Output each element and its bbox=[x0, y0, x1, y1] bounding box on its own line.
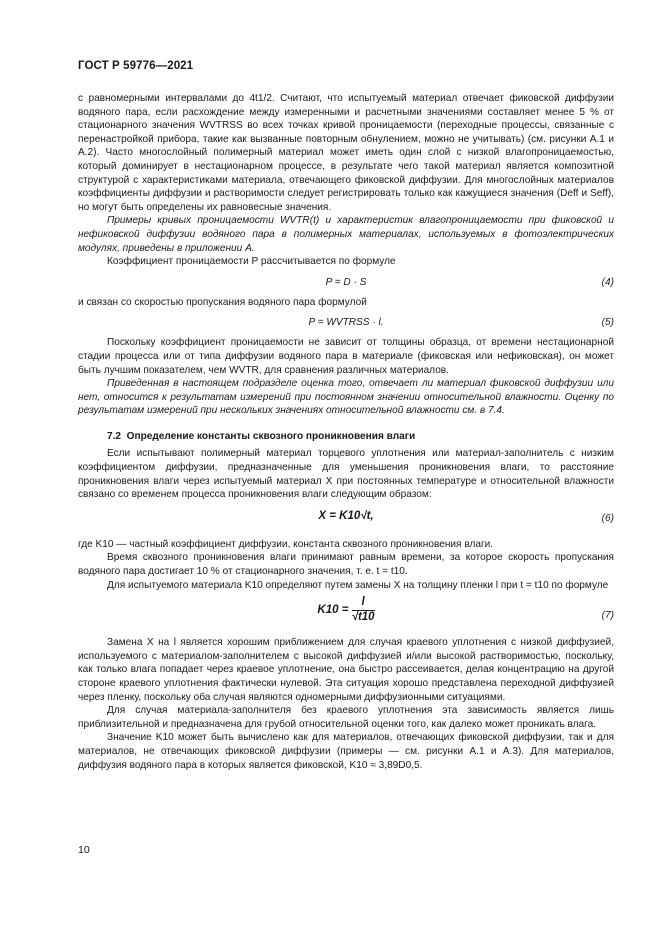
paragraph: Поскольку коэффициент проницаемости не зависит от толщины образца, от времени нестационарной стадии процесса или от типа диффузии водяного пара в материале (фиковская или нефиковская), он может быть лучшим показателем, чем WVTR, для сравнения различных материалов. bbox=[78, 337, 614, 376]
formula-fraction bbox=[352, 596, 375, 624]
formula-lhs: K10 = bbox=[317, 604, 349, 617]
formula-number: (7) bbox=[601, 610, 614, 622]
formula-expression bbox=[78, 596, 614, 624]
paragraph: Коэффициент проницаемости P рассчитывается по формуле bbox=[107, 256, 396, 268]
note-paragraph: Примеры кривых проницаемости WVTR(t) и характеристик влагопроницаемости при фиковской и нефиковской диффузии водяного пара в полимерных материалах, используемых в фотоэлектрических модулях, приведены в приложении А. bbox=[78, 215, 614, 254]
paragraph: Если испытывают полимерный материал торцевого уплотнения или материал-заполнитель с низким коэффициентом диффузии, предназначенные для уменьшения проникновения влаги, то расстояние проникновения влаги через испытуемый материал X при постоянных температуре и относительной влажности связано со временем процесса проникновения влаги следующим образом: bbox=[78, 448, 614, 501]
formula-number: (4) bbox=[601, 276, 614, 288]
formula-4 bbox=[78, 269, 614, 296]
formula-expression: X = K10√t, bbox=[318, 509, 374, 522]
paragraph: Для испытуемого материала K10 определяют путем замены X на толщину пленки l при t = t10 по формуле bbox=[107, 579, 609, 591]
paragraph: Время сквозного проникновения влаги принимают равным времени, за которое скорость пропускания водяного пара достигает 10 % от стационарного значения, т. е. t = t10. bbox=[78, 552, 614, 578]
section-heading bbox=[78, 430, 614, 444]
page-body bbox=[78, 92, 614, 772]
paragraph: и связан со скоростью пропускания водяного пара формулой bbox=[78, 296, 367, 308]
document-header: ГОСТ Р 59776—2021 bbox=[78, 60, 194, 72]
paragraph: Замена X на l является хорошим приближением для случая краевого уплотнения с низкой диффузией, используемого с материалом-заполнителем с высокой диффузией и/или высокой растворимостью, поскольку, как только влага попадает через краевое уплотнение, она быстро рассеивается, делая концентрацию на другой стороне краевого уплотнения фактически нулевой. Эта ситуация хорошо представлена переходной диффузией через пленку, поскольку оба случая являются одномерными диффузионными ситуациями. bbox=[78, 637, 614, 703]
page-number: 10 bbox=[78, 844, 90, 856]
formula-number: (6) bbox=[601, 512, 614, 524]
paragraph: Значение K10 может быть вычислено как для материалов, отвечающих фиковской диффузии, так и для материалов, не отвечающих фиковской диффузии (примеры — см. рисунки А.1 и А.3). Для материалов, диффузия водяного пара в которых является фиковской, K10 ≈ 3,89D0,5. bbox=[78, 732, 614, 771]
fraction-numerator: l bbox=[352, 596, 375, 611]
section-title: Определение константы сквозного проникновения влаги bbox=[126, 430, 416, 442]
paragraph: Для случая материала-заполнителя без краевого уплотнения эта зависимость является лишь приблизительной и предназначена для грубой относительной оценки того, как далеко может проникать влага. bbox=[78, 705, 614, 730]
paragraph: где K10 — частный коэффициент диффузии, константа сквозного проникновения влаги. bbox=[78, 538, 494, 550]
paragraph: с равномерными интервалами до 4t1/2. Считают, что испытуемый материал отвечает фиковской диффузии водяного пара, если расхождение между измеренными и расчетными значениями составляет менее 5 % от стационарного значения WVTRSS во всех точках кривой проницаемости (переходные процессы, связанные с перенастройкой прибора, такие как вызванные повторным обнулением, можно не учитывать) (см. рисунки А.1 и А.2). Часто многослойный полимерный материал может иметь один слой с низкой влагопроницаемостью, который доминирует в нестационарном процессе, в результате чего такой материал является композитной структурой с характеристиками материала, отвечающего фиковской диффузии. Для многослойных материалов коэффициенты диффузии и растворимости следует регистрировать только как кажущиеся значения (Deff и Seff), но могут быть определены их равновесные значения. bbox=[78, 93, 614, 213]
formula-5 bbox=[78, 309, 614, 336]
formula-expression: P = D · S bbox=[325, 276, 367, 288]
formula-7 bbox=[78, 592, 614, 636]
formula-6 bbox=[78, 502, 614, 538]
formula-expression: P = WVTRSS · l. bbox=[308, 317, 384, 329]
note-paragraph: Приведенная в настоящем подразделе оценка того, отвечает ли материал фиковской диффузии или нет, относится к результатам измерений при постоянном значении относительной влажности. Оценку по результатам измерений при нескольких значениях относительной влажности см. в 7.4. bbox=[78, 378, 614, 417]
section-number: 7.2 bbox=[107, 430, 122, 442]
fraction-denominator: √t10 bbox=[351, 610, 375, 623]
formula-number: (5) bbox=[601, 317, 614, 329]
